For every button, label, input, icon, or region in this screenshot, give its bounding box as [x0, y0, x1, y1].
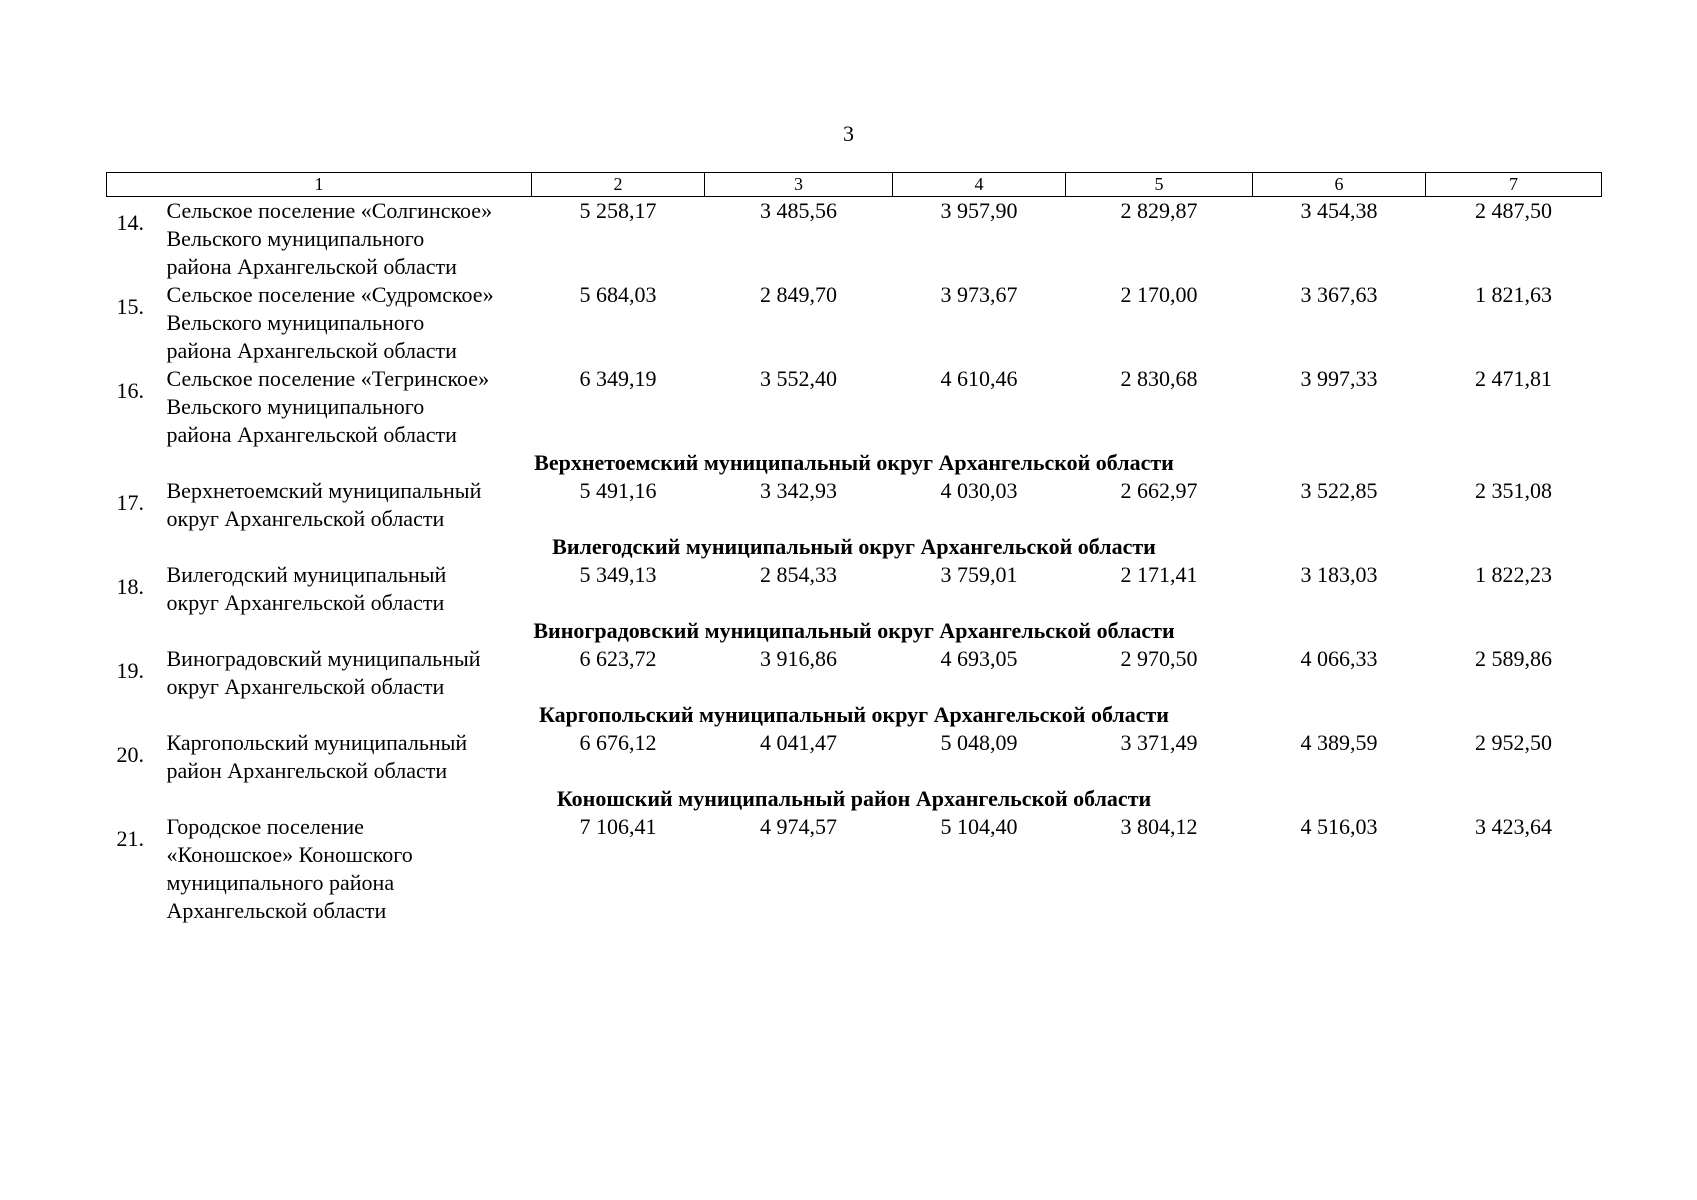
value-col-3: 2 854,33 — [760, 562, 837, 587]
value-col-5: 2 662,97 — [1120, 478, 1198, 503]
row-number: 19. — [116, 658, 144, 683]
table-body — [107, 197, 1602, 926]
value-col-5: 2 970,50 — [1120, 646, 1198, 671]
value-col-3: 2 849,70 — [760, 282, 837, 307]
settlement-name-line: Архангельской области — [166, 898, 387, 923]
section-heading-row — [107, 701, 1602, 729]
settlement-name-line: округ Архангельской области — [166, 674, 445, 699]
settlement-name-cell — [107, 813, 532, 925]
settlement-name-cell — [107, 477, 532, 533]
value-col-2: 5 258,17 — [579, 198, 657, 223]
value-col-3: 4 974,57 — [760, 814, 837, 839]
header-row — [107, 173, 1602, 197]
section-heading-row — [107, 617, 1602, 645]
settlement-name-line: Виноградовский муниципальный — [166, 646, 481, 671]
value-col-5: 2 170,00 — [1120, 282, 1198, 307]
value-col-3: 3 485,56 — [760, 198, 837, 223]
section-heading-row — [107, 785, 1602, 813]
settlement-name-line: Городское поселение — [166, 814, 364, 839]
table-row — [107, 645, 1602, 701]
row-number: 21. — [116, 826, 144, 851]
value-col-2: 5 491,16 — [579, 478, 657, 503]
row-number: 20. — [116, 742, 144, 767]
table-row — [107, 281, 1602, 365]
settlement-name-line: Сельское поселение «Судромское» — [166, 282, 494, 307]
value-col-3: 3 552,40 — [760, 366, 837, 391]
section-heading: Верхнетоемский муниципальный округ Архангельской области — [534, 450, 1174, 475]
settlement-name-line: района Архангельской области — [166, 422, 457, 447]
settlement-name-line: Сельское поселение «Тегринское» — [166, 366, 490, 391]
settlement-name-cell — [107, 365, 532, 449]
table-row — [107, 365, 1602, 449]
value-col-6: 4 516,03 — [1300, 814, 1378, 839]
settlement-name-line: Верхнетоемский муниципальный — [166, 478, 482, 503]
settlement-name-line: Вельского муниципального — [166, 226, 425, 251]
value-col-4: 5 104,40 — [940, 814, 1018, 839]
value-col-4: 4 030,03 — [940, 478, 1018, 503]
value-col-4: 3 973,67 — [940, 282, 1018, 307]
settlement-name-line: Вельского муниципального — [166, 310, 425, 335]
value-col-6: 3 454,38 — [1300, 198, 1378, 223]
value-col-6: 3 522,85 — [1300, 478, 1378, 503]
header-col-2: 2 — [532, 173, 705, 197]
value-col-4: 3 957,90 — [940, 198, 1018, 223]
table-row — [107, 813, 1602, 925]
settlement-name-line: муниципального района — [166, 870, 395, 895]
header-col-6: 6 — [1253, 173, 1426, 197]
header-col-7: 7 — [1426, 173, 1602, 197]
header-col-4: 4 — [893, 173, 1066, 197]
value-col-7: 1 821,63 — [1475, 282, 1552, 307]
value-col-2: 6 623,72 — [579, 646, 657, 671]
settlement-name-line: Вельского муниципального — [166, 394, 425, 419]
row-number: 17. — [116, 490, 144, 515]
page-number: 3 — [843, 121, 854, 146]
value-col-6: 3 183,03 — [1300, 562, 1378, 587]
section-heading-row — [107, 449, 1602, 477]
value-col-3: 3 916,86 — [760, 646, 837, 671]
table-row — [107, 477, 1602, 533]
value-col-2: 5 349,13 — [579, 562, 657, 587]
value-col-7: 2 589,86 — [1475, 646, 1552, 671]
settlement-name-line: округ Архангельской области — [166, 506, 445, 531]
value-col-6: 4 066,33 — [1300, 646, 1378, 671]
data-table — [106, 172, 1602, 925]
table-header — [107, 173, 1602, 197]
settlement-name-line: Сельское поселение «Солгинское» — [166, 198, 493, 223]
settlement-name-cell — [107, 645, 532, 701]
row-number: 14. — [116, 210, 144, 235]
value-col-7: 3 423,64 — [1475, 814, 1552, 839]
table-row — [107, 729, 1602, 785]
table-row — [107, 561, 1602, 617]
value-col-3: 4 041,47 — [760, 730, 837, 755]
settlement-name-line: район Архангельской области — [166, 758, 448, 783]
settlement-name-line: Каргопольский муниципальный — [166, 730, 468, 755]
value-col-4: 4 610,46 — [940, 366, 1018, 391]
value-col-4: 5 048,09 — [940, 730, 1018, 755]
value-col-7: 2 471,81 — [1475, 366, 1552, 391]
value-col-7: 2 487,50 — [1475, 198, 1552, 223]
table-row — [107, 197, 1602, 282]
value-col-4: 3 759,01 — [940, 562, 1018, 587]
settlement-name-line: района Архангельской области — [166, 254, 457, 279]
settlement-name-line: «Коношское» Коношского — [166, 842, 413, 867]
value-col-2: 6 349,19 — [579, 366, 657, 391]
section-heading: Коношский муниципальный район Архангельской области — [556, 786, 1152, 811]
header-col-5: 5 — [1066, 173, 1253, 197]
row-number: 16. — [116, 378, 144, 403]
value-col-5: 2 829,87 — [1120, 198, 1198, 223]
value-col-3: 3 342,93 — [760, 478, 837, 503]
settlement-name-cell — [107, 281, 532, 365]
settlement-name-line: Вилегодский муниципальный — [166, 562, 447, 587]
value-col-5: 2 171,41 — [1120, 562, 1198, 587]
value-col-2: 7 106,41 — [579, 814, 657, 839]
header-col-3: 3 — [705, 173, 893, 197]
value-col-7: 1 822,23 — [1475, 562, 1552, 587]
value-col-7: 2 952,50 — [1475, 730, 1552, 755]
settlement-name-cell — [107, 729, 532, 785]
value-col-4: 4 693,05 — [940, 646, 1018, 671]
value-col-6: 4 389,59 — [1300, 730, 1378, 755]
section-heading: Каргопольский муниципальный округ Архангельской области — [539, 702, 1169, 727]
value-col-5: 2 830,68 — [1120, 366, 1198, 391]
value-col-5: 3 371,49 — [1120, 730, 1198, 755]
value-col-6: 3 997,33 — [1300, 366, 1378, 391]
value-col-5: 3 804,12 — [1120, 814, 1198, 839]
value-col-2: 6 676,12 — [579, 730, 657, 755]
settlement-name-line: района Архангельской области — [166, 338, 457, 363]
header-col-1: 1 — [107, 173, 532, 197]
value-col-6: 3 367,63 — [1300, 282, 1378, 307]
value-col-7: 2 351,08 — [1475, 478, 1552, 503]
section-heading: Вилегодский муниципальный округ Архангельской области — [552, 534, 1156, 559]
settlement-name-cell — [107, 561, 532, 617]
row-number: 15. — [116, 294, 144, 319]
section-heading: Виноградовский муниципальный округ Архангельской области — [533, 618, 1175, 643]
value-col-2: 5 684,03 — [579, 282, 657, 307]
settlement-name-line: округ Архангельской области — [166, 590, 445, 615]
section-heading-row — [107, 533, 1602, 561]
settlement-name-cell — [107, 197, 532, 282]
row-number: 18. — [116, 574, 144, 599]
